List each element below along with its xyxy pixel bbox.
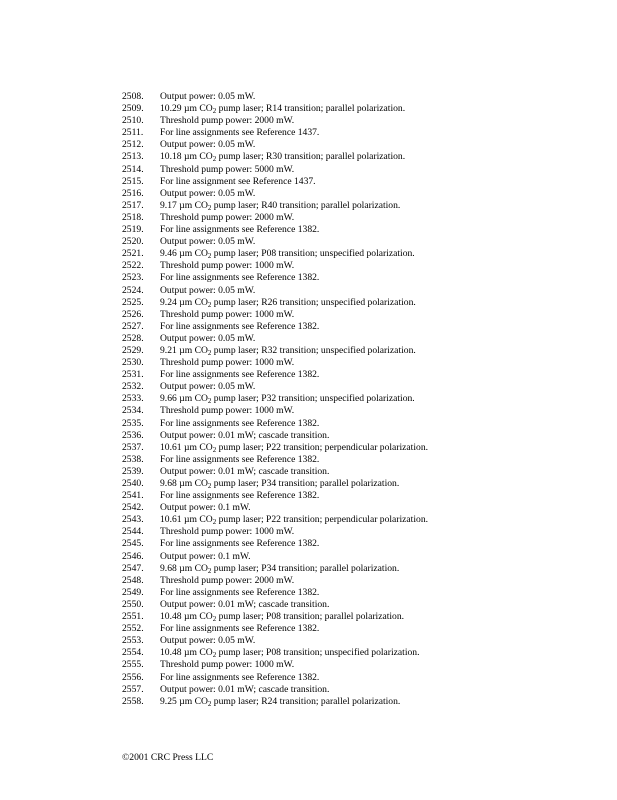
note-text: 9.17 µm $CO_2$ pump laser; R40 transition; parallel polarization.	[160, 199, 401, 212]
note-text: For line assignments see Reference 1437.	[160, 127, 320, 139]
note-number: 2522.	[122, 260, 144, 272]
note-row	[0, 442, 617, 454]
note-number: 2525.	[122, 296, 144, 308]
note-row	[0, 635, 617, 647]
note-row	[0, 248, 617, 260]
note-row	[0, 466, 617, 478]
note-number: 2528.	[122, 332, 144, 344]
note-number: 2551.	[122, 611, 144, 623]
subscript-2: 2	[207, 482, 212, 490]
note-text: For line assignments see Reference 1382.	[160, 224, 320, 236]
note-row	[0, 115, 617, 127]
note-number: 2518.	[122, 211, 144, 223]
note-number: 2536.	[122, 429, 144, 441]
note-number: 2547.	[122, 562, 144, 574]
note-row	[0, 176, 617, 188]
note-number: 2514.	[122, 163, 144, 175]
note-text: For line assignments see Reference 1382.	[160, 490, 320, 502]
note-number: 2529.	[122, 344, 144, 356]
note-number: 2517.	[122, 199, 144, 211]
note-text: Output power: 0.01 mW; cascade transition.	[160, 429, 330, 441]
note-text: 10.29 µm $CO_2$ pump laser; R14 transition; parallel polarization.	[160, 103, 406, 116]
note-text: 9.68 µm $CO_2$ pump laser; P34 transition; parallel polarization.	[160, 478, 400, 490]
note-text: For line assignments see Reference 1382.	[160, 369, 320, 381]
subscript-2: 2	[207, 397, 212, 406]
note-number: 2540.	[122, 478, 144, 489]
note-number: 2508.	[122, 91, 144, 102]
note-number: 2524.	[122, 284, 144, 296]
note-row	[0, 551, 617, 563]
note-text: For line assignments see Reference 1382.	[160, 272, 320, 284]
note-text: Threshold pump power: 5000 mW.	[160, 163, 295, 175]
note-number: 2550.	[122, 598, 144, 610]
note-number: 2527.	[122, 320, 144, 332]
note-text: Output power: 0.05 mW.	[160, 381, 256, 393]
note-row	[0, 405, 617, 417]
note-text: Threshold pump power: 1000 mW.	[160, 526, 295, 538]
subscript-2: 2	[207, 566, 212, 575]
note-row	[0, 696, 617, 708]
note-row	[0, 623, 617, 635]
note-number: 2541.	[122, 490, 144, 502]
note-text: Output power: 0.05 mW.	[160, 284, 256, 296]
note-text: For line assignments see Reference 1382.	[160, 623, 320, 635]
note-number: 2510.	[122, 115, 144, 127]
note-row	[0, 393, 617, 405]
note-text: For line assignments see Reference 1382.	[160, 538, 320, 550]
note-row	[0, 659, 617, 671]
note-row	[0, 357, 617, 369]
note-row	[0, 514, 617, 526]
note-row	[0, 563, 617, 575]
note-text: 9.21 µm $CO_2$ pump laser; R32 transition; unspecified polarization.	[160, 344, 416, 357]
note-number: 2534.	[122, 405, 144, 417]
note-number: 2537.	[122, 441, 144, 453]
note-number: 2548.	[122, 574, 144, 586]
note-row	[0, 272, 617, 284]
subscript-2: 2	[212, 445, 217, 454]
note-text: 10.48 µm $CO_2$ pump laser; P08 transition; unspecified polarization.	[160, 647, 420, 660]
subscript-2: 2	[207, 252, 212, 261]
note-number: 2521.	[122, 248, 144, 260]
note-number: 2509.	[122, 103, 144, 115]
note-row	[0, 297, 617, 309]
note-text: For line assignments see Reference 1382.	[160, 417, 320, 429]
note-row	[0, 309, 617, 321]
note-row	[0, 139, 617, 151]
note-number: 2531.	[122, 369, 144, 381]
note-number: 2512.	[122, 139, 144, 151]
note-row	[0, 103, 617, 115]
subscript-2: 2	[212, 615, 217, 624]
note-row	[0, 502, 617, 514]
note-number: 2516.	[122, 187, 144, 199]
note-text: Threshold pump power: 1000 mW.	[160, 357, 295, 369]
note-text: Threshold pump power: 2000 mW.	[160, 211, 295, 223]
note-row	[0, 575, 617, 587]
note-number: 2523.	[122, 272, 144, 284]
subscript-2: 2	[207, 203, 212, 212]
note-number: 2519.	[122, 224, 144, 236]
note-number: 2513.	[122, 151, 144, 163]
subscript-2: 2	[207, 348, 212, 357]
note-row	[0, 345, 617, 357]
subscript-2: 2	[212, 518, 217, 527]
note-row	[0, 91, 617, 103]
note-row	[0, 430, 617, 442]
note-row	[0, 188, 617, 200]
note-text: Threshold pump power: 2000 mW.	[160, 574, 295, 586]
note-number: 2535.	[122, 417, 144, 429]
note-text: Threshold pump power: 1000 mW.	[160, 308, 295, 320]
note-row	[0, 333, 617, 345]
note-text: For line assignments see Reference 1382.	[160, 586, 320, 598]
note-text: Output power: 0.01 mW; cascade transition.	[160, 683, 330, 695]
note-number: 2532.	[122, 381, 144, 393]
notes-list	[0, 91, 617, 708]
note-number: 2558.	[122, 695, 144, 707]
note-row	[0, 224, 617, 236]
note-number: 2533.	[122, 393, 144, 405]
note-text: Threshold pump power: 1000 mW.	[160, 405, 295, 417]
note-text: Output power: 0.05 mW.	[160, 332, 256, 344]
note-number: 2554.	[122, 647, 144, 659]
note-row	[0, 321, 617, 333]
note-number: 2539.	[122, 465, 144, 477]
note-text: Output power: 0.05 mW.	[160, 91, 256, 102]
note-text: Output power: 0.05 mW.	[160, 139, 256, 151]
note-row	[0, 490, 617, 502]
note-text: For line assignments see Reference 1382.	[160, 671, 320, 683]
note-text: Threshold pump power: 1000 mW.	[160, 260, 295, 272]
note-text: For line assignments see Reference 1382.	[160, 320, 320, 332]
note-row	[0, 200, 617, 212]
note-text: 9.68 µm $CO_2$ pump laser; P34 transition; parallel polarization.	[160, 562, 400, 575]
note-text: 10.61 µm $CO_2$ pump laser; P22 transition; perpendicular polarization.	[160, 441, 429, 454]
note-number: 2543.	[122, 514, 144, 526]
note-row	[0, 587, 617, 599]
note-number: 2546.	[122, 550, 144, 562]
subscript-2: 2	[212, 651, 217, 660]
note-text: Output power: 0.05 mW.	[160, 635, 256, 647]
note-row	[0, 285, 617, 297]
note-row	[0, 684, 617, 696]
note-text: 9.46 µm $CO_2$ pump laser; P08 transition; unspecified polarization.	[160, 248, 415, 261]
note-text: Threshold pump power: 2000 mW.	[160, 115, 295, 127]
note-row	[0, 236, 617, 248]
note-number: 2520.	[122, 236, 144, 248]
subscript-2: 2	[212, 107, 217, 116]
note-row	[0, 369, 617, 381]
note-text: For line assignments see Reference 1382.	[160, 453, 320, 465]
note-text: Output power: 0.1 mW.	[160, 502, 251, 514]
note-row	[0, 260, 617, 272]
note-row	[0, 478, 617, 490]
note-row	[0, 418, 617, 430]
note-number: 2526.	[122, 308, 144, 320]
note-text: Output power: 0.1 mW.	[160, 550, 251, 562]
note-number: 2557.	[122, 683, 144, 695]
note-text: Output power: 0.05 mW.	[160, 236, 256, 248]
note-text: 9.25 µm $CO_2$ pump laser; R24 transition; parallel polarization.	[160, 695, 401, 708]
note-number: 2549.	[122, 586, 144, 598]
note-row	[0, 381, 617, 393]
note-number: 2545.	[122, 538, 144, 550]
note-text: Output power: 0.01 mW; cascade transition.	[160, 465, 330, 477]
note-text: 9.24 µm $CO_2$ pump laser; R26 transition; unspecified polarization.	[160, 296, 416, 309]
note-number: 2542.	[122, 502, 144, 514]
note-number: 2515.	[122, 175, 144, 187]
note-number: 2553.	[122, 635, 144, 647]
note-text: Threshold pump power: 1000 mW.	[160, 659, 295, 671]
note-row	[0, 599, 617, 611]
note-number: 2511.	[122, 127, 144, 139]
note-row	[0, 526, 617, 538]
note-text: 10.18 µm $CO_2$ pump laser; R30 transition; parallel polarization.	[160, 151, 406, 164]
note-text: 10.61 µm $CO_2$ pump laser; P22 transition; perpendicular polarization.	[160, 514, 429, 527]
note-row	[0, 672, 617, 684]
note-text: Output power: 0.01 mW; cascade transition.	[160, 598, 330, 610]
note-row	[0, 212, 617, 224]
note-text: For line assignment see Reference 1437.	[160, 175, 316, 187]
note-row	[0, 164, 617, 176]
note-row	[0, 151, 617, 163]
note-text: 10.48 µm $CO_2$ pump laser; P08 transition; parallel polarization.	[160, 611, 405, 624]
note-row	[0, 647, 617, 659]
subscript-2: 2	[212, 155, 217, 164]
note-number: 2552.	[122, 623, 144, 635]
copyright-footer: ©2001 CRC Press LLC	[122, 752, 214, 763]
note-number: 2538.	[122, 453, 144, 465]
subscript-2: 2	[207, 300, 212, 309]
note-number: 2556.	[122, 671, 144, 683]
note-row	[0, 611, 617, 623]
note-number: 2544.	[122, 526, 144, 538]
note-row	[0, 127, 617, 139]
note-row	[0, 454, 617, 466]
note-text: Output power: 0.05 mW.	[160, 187, 256, 199]
note-row	[0, 538, 617, 550]
note-text: 9.66 µm $CO_2$ pump laser; P32 transition; unspecified polarization.	[160, 393, 415, 406]
subscript-2: 2	[207, 699, 212, 708]
note-number: 2530.	[122, 357, 144, 369]
note-number: 2555.	[122, 659, 144, 671]
